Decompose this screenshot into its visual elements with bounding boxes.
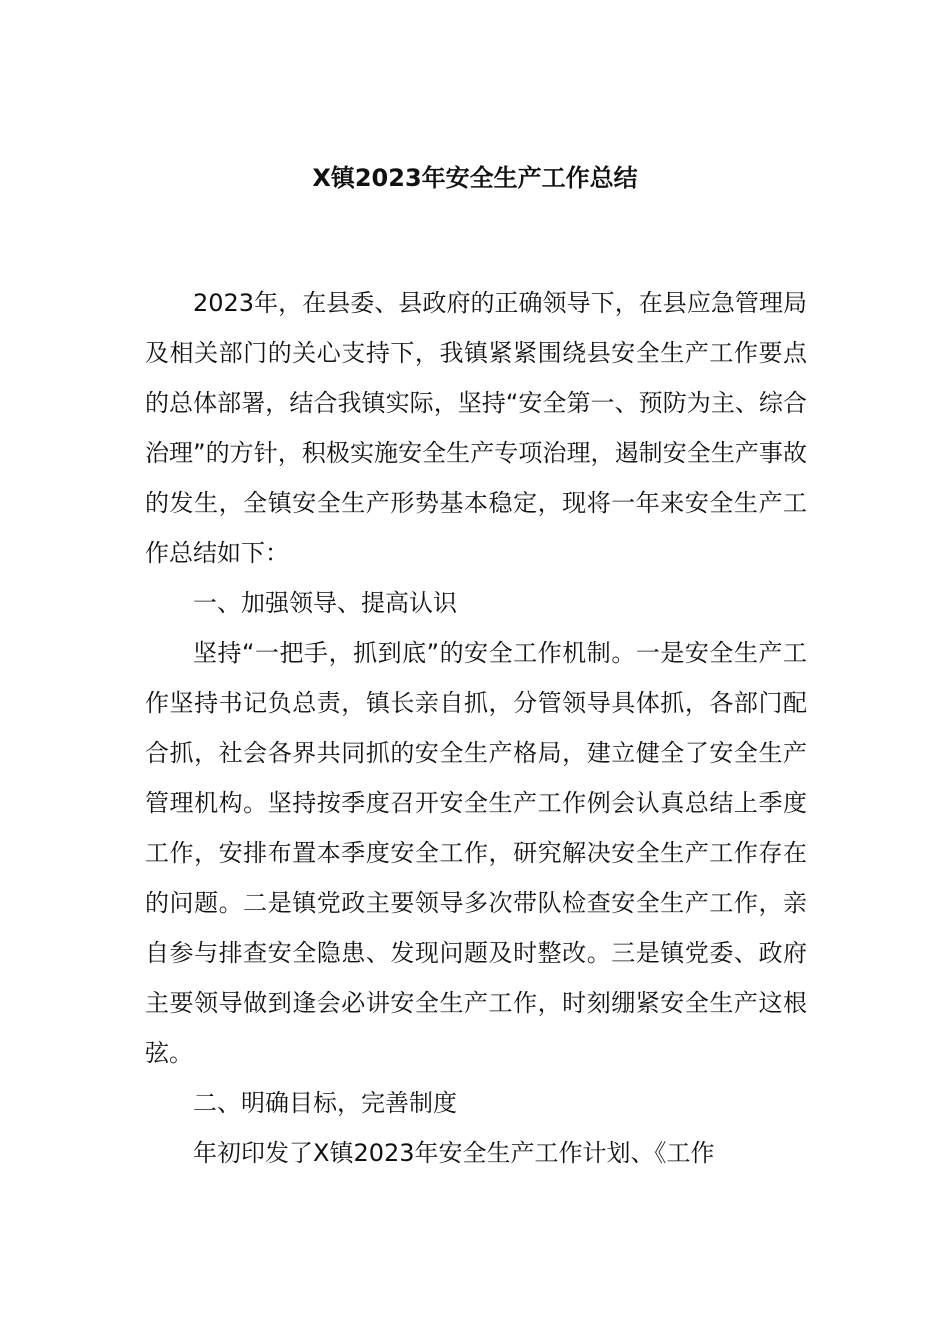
section-heading-1: 一、加强领导、提高认识 xyxy=(193,589,457,617)
document-title: X镇2023年安全生产工作总结 xyxy=(312,164,638,192)
paragraph-section-2: 年初印发了X镇2023年安全生产工作计划、《工作 xyxy=(193,1139,715,1167)
paragraph-section-1: 坚持“一把手，抓到底”的安全工作机制。一是安全生产工作坚持书记负总责，镇长亲自抓，分管领导具体抓，各部门配合抓，社会各界共同抓的安全生产格局，建立健全了安全生产管理机构。坚持按季度召开安全生产工作例会认真总结上季度工作，安排布置本季度安全工作，研究解决安全生产工作存在的问题。二是镇党政主要领导多次带队检查安全生产工作，亲自参与排查安全隐患、发现问题及时整改。三是镇党委、政府主要领导做到逢会必讲安全生产工作，时刻绷紧安全生产这根弦。 xyxy=(145,639,807,1067)
paragraph-intro: 2023年，在县委、县政府的正确领导下，在县应急管理局及相关部门的关心支持下，我镇紧紧围绕县安全生产工作要点的总体部署，结合我镇实际，坚持“安全第一、预防为主、综合治理”的方针，积极实施安全生产专项治理，遏制安全生产事故的发生，全镇安全生产形势基本稳定，现将一年来安全生产工作总结如下： xyxy=(145,289,807,567)
document-body xyxy=(145,278,807,1178)
section-heading-2: 二、明确目标，完善制度 xyxy=(193,1089,457,1117)
